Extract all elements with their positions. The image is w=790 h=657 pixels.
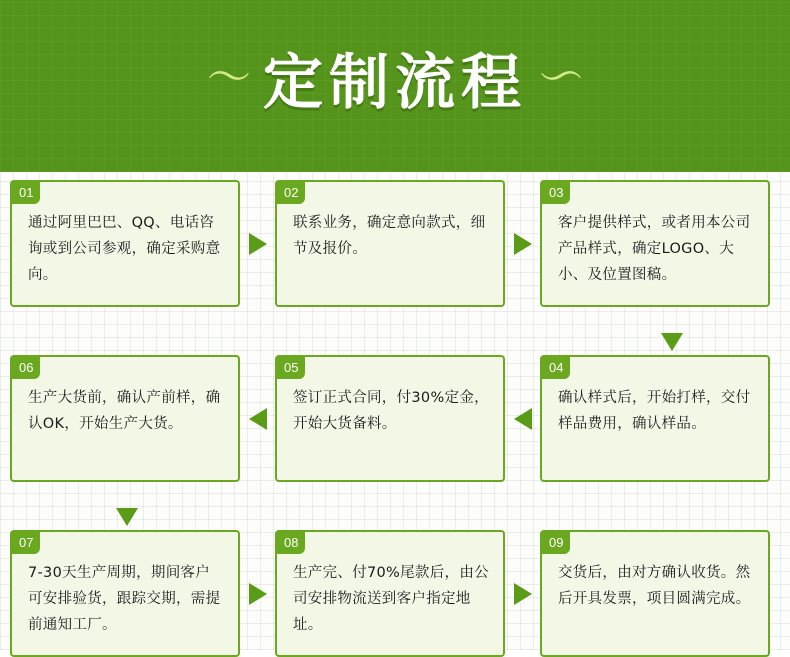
arrow-gap bbox=[505, 355, 540, 482]
step-text: 生产完、付70%尾款后，由公司安排物流送到客户指定地址。 bbox=[293, 565, 489, 633]
flow-step-03 bbox=[540, 180, 770, 307]
header-banner bbox=[0, 0, 790, 172]
banner-content bbox=[207, 35, 583, 121]
step-text: 签订正式合同，付30%定金，开始大货备料。 bbox=[293, 390, 489, 432]
arrow-right-icon bbox=[249, 233, 267, 255]
flow-step-04 bbox=[540, 355, 770, 482]
flow-step-07 bbox=[10, 530, 240, 657]
arrow-right-icon bbox=[249, 583, 267, 605]
step-text: 确认样式后，开始打样，交付样品费用，确认样品。 bbox=[558, 390, 751, 432]
flow-row-1 bbox=[10, 180, 780, 307]
flow-row-3 bbox=[10, 530, 780, 657]
vertical-connector-left bbox=[10, 506, 780, 530]
swirl-ornament-left-icon: 〜 bbox=[207, 52, 245, 103]
arrow-right-icon bbox=[514, 233, 532, 255]
step-badge: 06 bbox=[12, 357, 40, 379]
page-title: 定制流程 bbox=[263, 48, 527, 118]
step-badge: 09 bbox=[542, 532, 570, 554]
step-text: 生产大货前，确认产前样，确认OK，开始生产大货。 bbox=[28, 390, 221, 432]
arrow-right-icon bbox=[514, 583, 532, 605]
flow-diagram bbox=[10, 180, 780, 657]
step-badge: 02 bbox=[277, 182, 305, 204]
flow-step-02 bbox=[275, 180, 505, 307]
arrow-down-icon bbox=[661, 333, 683, 351]
arrow-gap bbox=[505, 180, 540, 307]
step-badge: 04 bbox=[542, 357, 570, 379]
arrow-left-icon bbox=[514, 408, 532, 430]
flow-row-2 bbox=[10, 355, 780, 482]
arrow-gap bbox=[240, 180, 275, 307]
flow-step-08 bbox=[275, 530, 505, 657]
step-badge: 07 bbox=[12, 532, 40, 554]
arrow-left-icon bbox=[249, 408, 267, 430]
step-text: 客户提供样式，或者用本公司产品样式，确定LOGO、大小、及位置图稿。 bbox=[558, 215, 751, 283]
swirl-ornament-right-icon: 〜 bbox=[545, 52, 583, 103]
flow-step-05 bbox=[275, 355, 505, 482]
flow-step-06 bbox=[10, 355, 240, 482]
step-text: 通过阿里巴巴、QQ、电话咨询或到公司参观，确定采购意向。 bbox=[28, 215, 221, 283]
step-text: 交货后，由对方确认收货。然后开具发票，项目圆满完成。 bbox=[558, 565, 751, 607]
flow-step-01 bbox=[10, 180, 240, 307]
step-badge: 03 bbox=[542, 182, 570, 204]
step-text: 7-30天生产周期，期间客户可安排验货，跟踪交期，需提前通知工厂。 bbox=[28, 565, 221, 633]
arrow-gap bbox=[240, 530, 275, 657]
flow-step-09 bbox=[540, 530, 770, 657]
arrow-gap bbox=[240, 355, 275, 482]
step-text: 联系业务，确定意向款式，细节及报价。 bbox=[293, 215, 486, 257]
vertical-connector-right bbox=[10, 331, 780, 355]
step-badge: 08 bbox=[277, 532, 305, 554]
arrow-down-icon bbox=[116, 508, 138, 526]
step-badge: 05 bbox=[277, 357, 305, 379]
arrow-gap bbox=[505, 530, 540, 657]
step-badge: 01 bbox=[12, 182, 40, 204]
